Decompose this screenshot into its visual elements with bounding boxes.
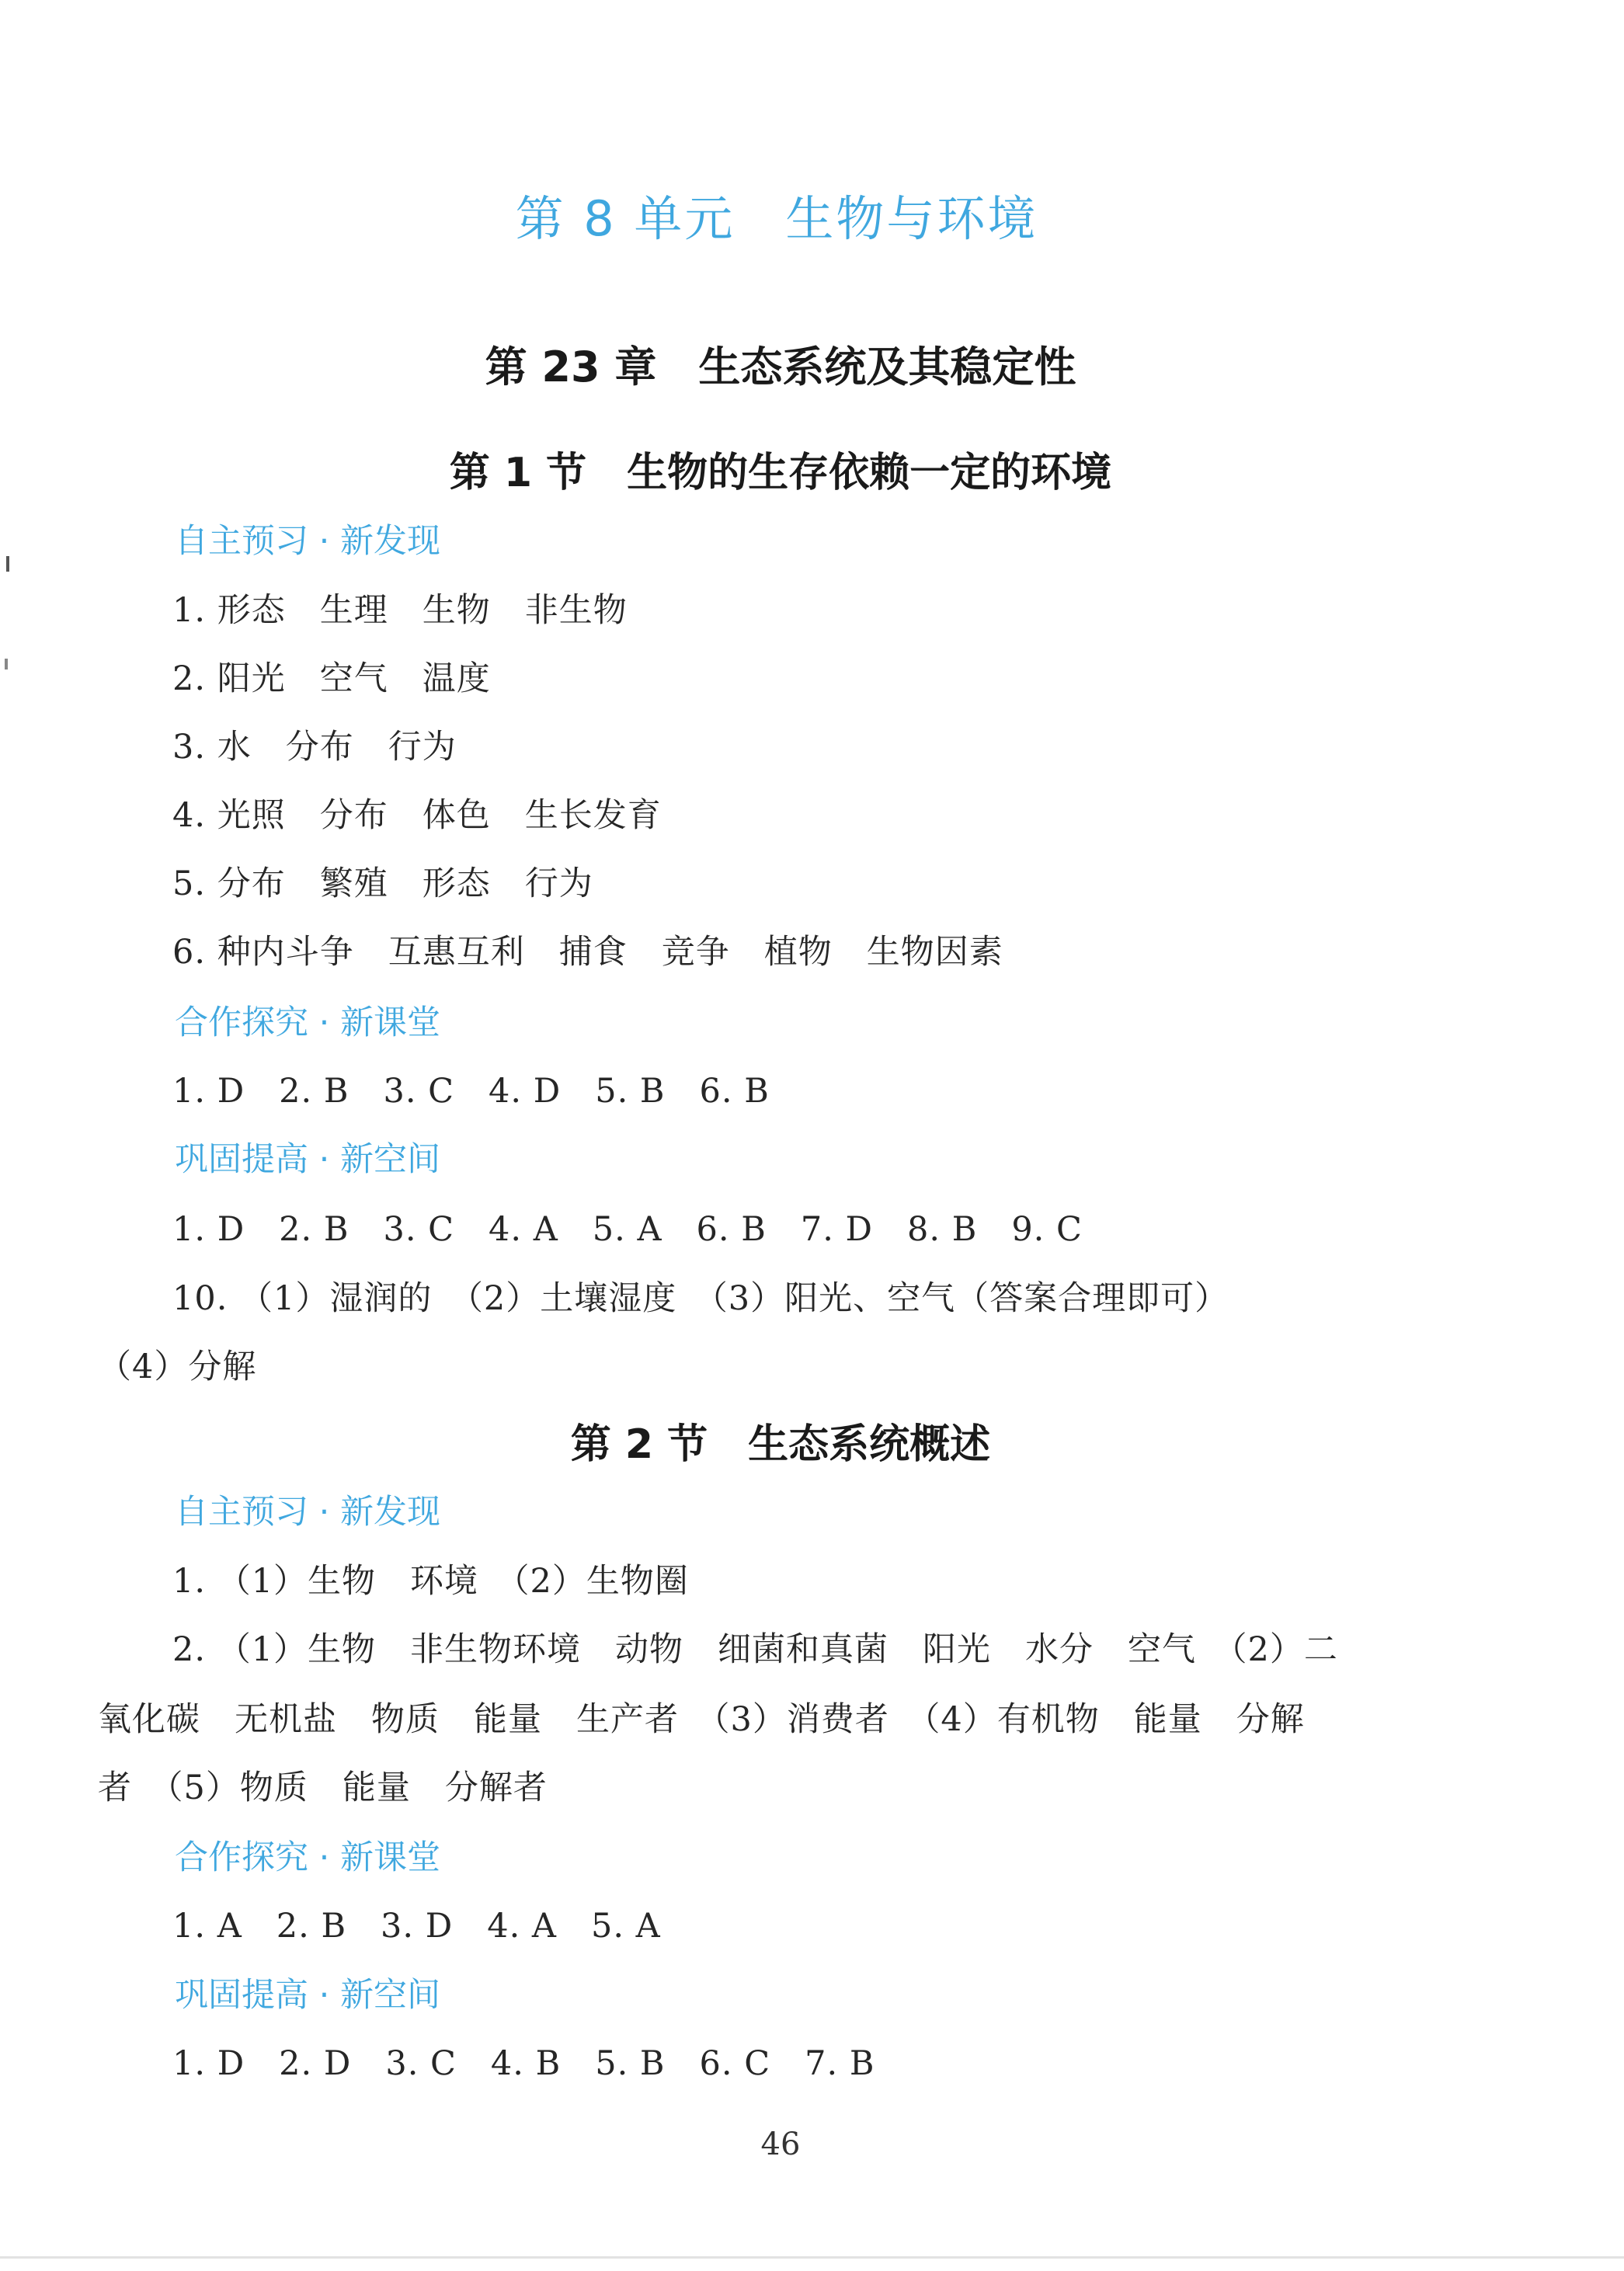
section-2-preview-heading: 自主预习 · 新发现 xyxy=(175,1493,441,1532)
section-1-preview-heading: 自主预习 · 新发现 xyxy=(175,522,441,561)
section-2-q2-line-1: 2. （1）生物 非生物环境 动物 细菌和真菌 阳光 水分 空气 （2）二 xyxy=(172,1630,1338,1669)
unit-title: 第 8 单元 生物与环境 xyxy=(515,190,1038,247)
section-1-preview-line-2: 2. 阳光 空气 温度 xyxy=(172,659,491,698)
margin-mark xyxy=(6,556,9,572)
section-1-preview-line-3: 3. 水 分布 行为 xyxy=(172,728,457,767)
section-1-preview-line-1: 1. 形态 生理 生物 非生物 xyxy=(172,591,628,630)
section-1-preview-line-5: 5. 分布 繁殖 形态 行为 xyxy=(172,864,593,903)
section-2-q2-line-2: 氧化碳 无机盐 物质 能量 生产者 （3）消费者 （4）有机物 能量 分解 xyxy=(98,1700,1305,1739)
section-1-title: 第 1 节 生物的生存依赖一定的环境 xyxy=(449,450,1112,496)
section-1-consolidate-answers: 1. D 2. B 3. C 4. A 5. A 6. B 7. D 8. B 9. C xyxy=(172,1210,1083,1249)
section-2-title: 第 2 节 生态系统概述 xyxy=(570,1421,991,1468)
section-2-explore-answers: 1. A 2. B 3. D 4. A 5. A xyxy=(172,1907,661,1946)
section-2-consolidate-heading: 巩固提高 · 新空间 xyxy=(175,1976,441,2015)
margin-mark xyxy=(5,659,8,669)
section-1-preview-line-4: 4. 光照 分布 体色 生长发育 xyxy=(172,796,662,835)
page-number: 46 xyxy=(760,2127,801,2162)
section-1-consolidate-heading: 巩固提高 · 新空间 xyxy=(175,1140,441,1179)
section-1-q10-line-2: （4）分解 xyxy=(98,1348,257,1386)
section-2-q2-line-3: 者 （5）物质 能量 分解者 xyxy=(98,1768,548,1807)
bottom-rule xyxy=(0,2256,1624,2259)
section-2-q1: 1. （1）生物 环境 （2）生物圈 xyxy=(172,1562,689,1601)
chapter-title: 第 23 章 生态系统及其稳定性 xyxy=(485,343,1076,391)
section-1-q10-line-1: 10. （1）湿润的 （2）土壤湿度 （3）阳光、空气（答案合理即可） xyxy=(172,1279,1229,1318)
section-1-preview-line-6: 6. 种内斗争 互惠互利 捕食 竞争 植物 生物因素 xyxy=(172,933,1003,972)
section-2-explore-heading: 合作探究 · 新课堂 xyxy=(175,1838,441,1877)
section-1-explore-answers: 1. D 2. B 3. C 4. D 5. B 6. B xyxy=(172,1072,770,1111)
section-1-explore-heading: 合作探究 · 新课堂 xyxy=(175,1003,441,1042)
section-2-consolidate-answers: 1. D 2. D 3. C 4. B 5. B 6. C 7. B xyxy=(172,2044,875,2083)
